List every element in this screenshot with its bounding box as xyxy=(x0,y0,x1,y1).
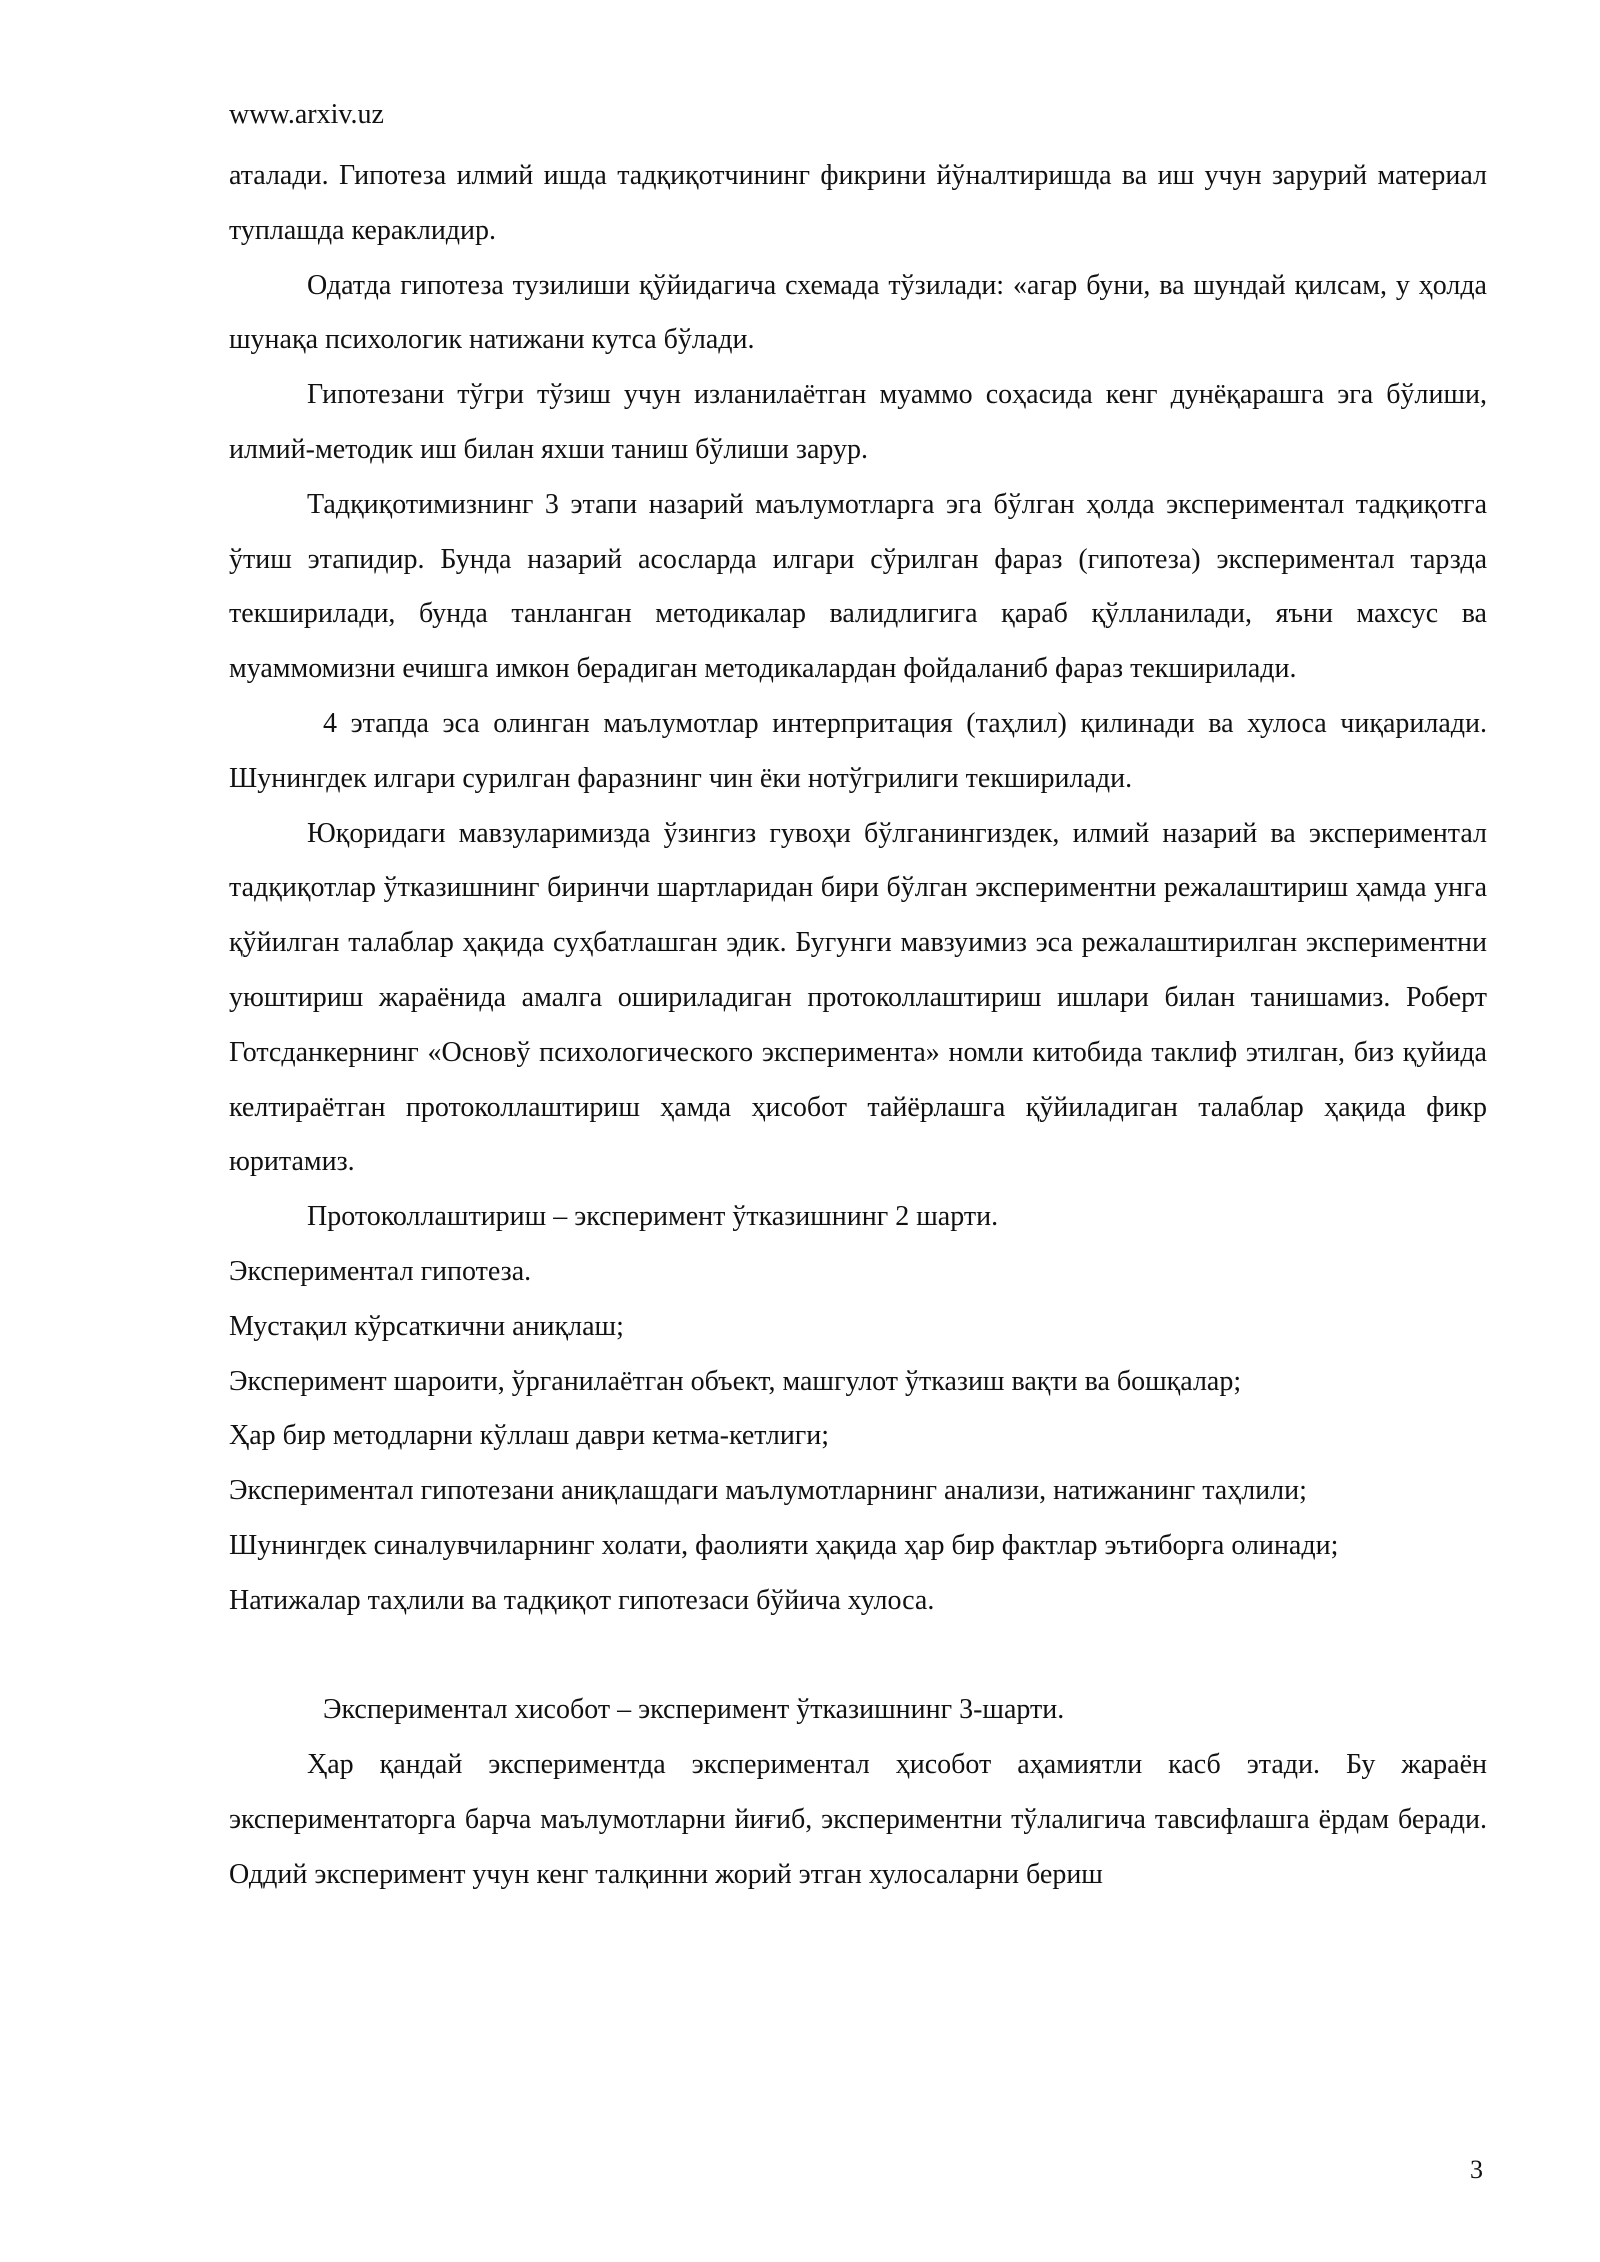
list-item: Мустақил кўрсаткични аниқлаш; xyxy=(229,1310,624,1342)
section-heading: Экспериментал хисобот – эксперимент ўтказишнинг 3-шарти. xyxy=(323,1694,1065,1726)
paragraph: Протоколлаштириш – эксперимент ўтказишнинг 2 шарти. xyxy=(307,1201,999,1233)
list-item: Экспериментал гипотезани аниқлашдаги маълумотларнинг анализи, натижанинг таҳлили; xyxy=(229,1475,1307,1507)
list-item: Шунингдек синалувчиларнинг холати, фаолияти ҳақида ҳар бир фактлар эътиборга олинади; xyxy=(229,1529,1339,1561)
list-item: Натижалар таҳлили ва тадқиқот гипотезаси бўйича хулоса. xyxy=(229,1584,935,1616)
list-item: Эксперимент шароити, ўрганилаётган объект, машгулот ўтказиш вақти ва бошқалар; xyxy=(229,1365,1242,1397)
paragraph: Гипотезани тўгри тўзиш учун изланилаётган муаммо соҳасида кенг дунёқарашга эга бўлиши, илмий-методик иш билан яхши таниш бўлиши зарур. xyxy=(229,379,1487,465)
paragraph: Юқоридаги мавзуларимизда ўзингиз гувоҳи бўлганингиздек, илмий назарий ва экспериментал тадқиқотлар ўтказишнинг биринчи шартларидан бири бўлган экспериментни режалаштириш ҳамда унга қўйилган талаблар ҳақида суҳбатлашган эдик. Бугунги мавзуимиз эса режалаштирилган экспериментни уюштириш жараёнида амалга ошириладиган протоколлаштириш ишлари билан танишамиз. Роберт Готсданкернинг «Основў психологического эксперимента» номли китобида таклиф этилган, биз қуйида келтираётган протоколлаштириш ҳамда ҳисобот тайёрлашга қўйиладиган талаблар ҳақида фикр юритамиз. xyxy=(229,817,1487,1178)
paragraph: Одатда гипотеза тузилиши қўйидагича схемада тўзилади: «агар буни, ва шундай қилсам, у ҳолда шунақа психологик натижани кутса бўлади. xyxy=(229,269,1487,356)
page-header-url: www.arxiv.uz xyxy=(229,99,384,130)
paragraph: Ҳар қандай экспериментда экспериментал ҳисобот аҳамиятли касб этади. Бу жараён экспериментаторга барча маълумотларни йиғиб, экспериментни тўлалигича тавсифлашга ёрдам беради. Оддий эксперимент учун кенг талқинни жорий этган хулосаларни бериш xyxy=(229,1749,1487,1890)
paragraph: аталади. Гипотеза илмий ишда тадқиқотчининг фикрини йўналтиришда ва иш учун зарурий материал туплашда кераклидир. xyxy=(229,160,1487,246)
page-number: 3 xyxy=(1470,2155,1483,2184)
document-body xyxy=(229,149,1487,1903)
list-item: Экспериментал гипотеза. xyxy=(229,1255,532,1287)
paragraph: Тадқиқотимизнинг 3 этапи назарий маълумотларга эга бўлган ҳолда экспериментал тадқиқотга ўтиш этапидир. Бунда назарий асосларда илгари сўрилган фараз (гипотеза) экспериментал тарзда текширилади, бунда танланган методикалар валидлигига қараб қўлланилади, яъни махсус ва муаммомизни ечишга имкон берадиган методикалардан фойдаланиб фараз текширилади. xyxy=(229,488,1487,685)
spacer xyxy=(229,1629,1487,1684)
list-item: Ҳар бир методларни кўллаш даври кетма-кетлиги; xyxy=(229,1420,830,1452)
paragraph: 4 этапда эса олинган маълумотлар интерпритация (таҳлил) қилинади ва хулоса чиқарилади. Шунингдек илгари сурилган фаразнинг чин ёки нотўгрилиги текширилади. xyxy=(229,707,1487,794)
